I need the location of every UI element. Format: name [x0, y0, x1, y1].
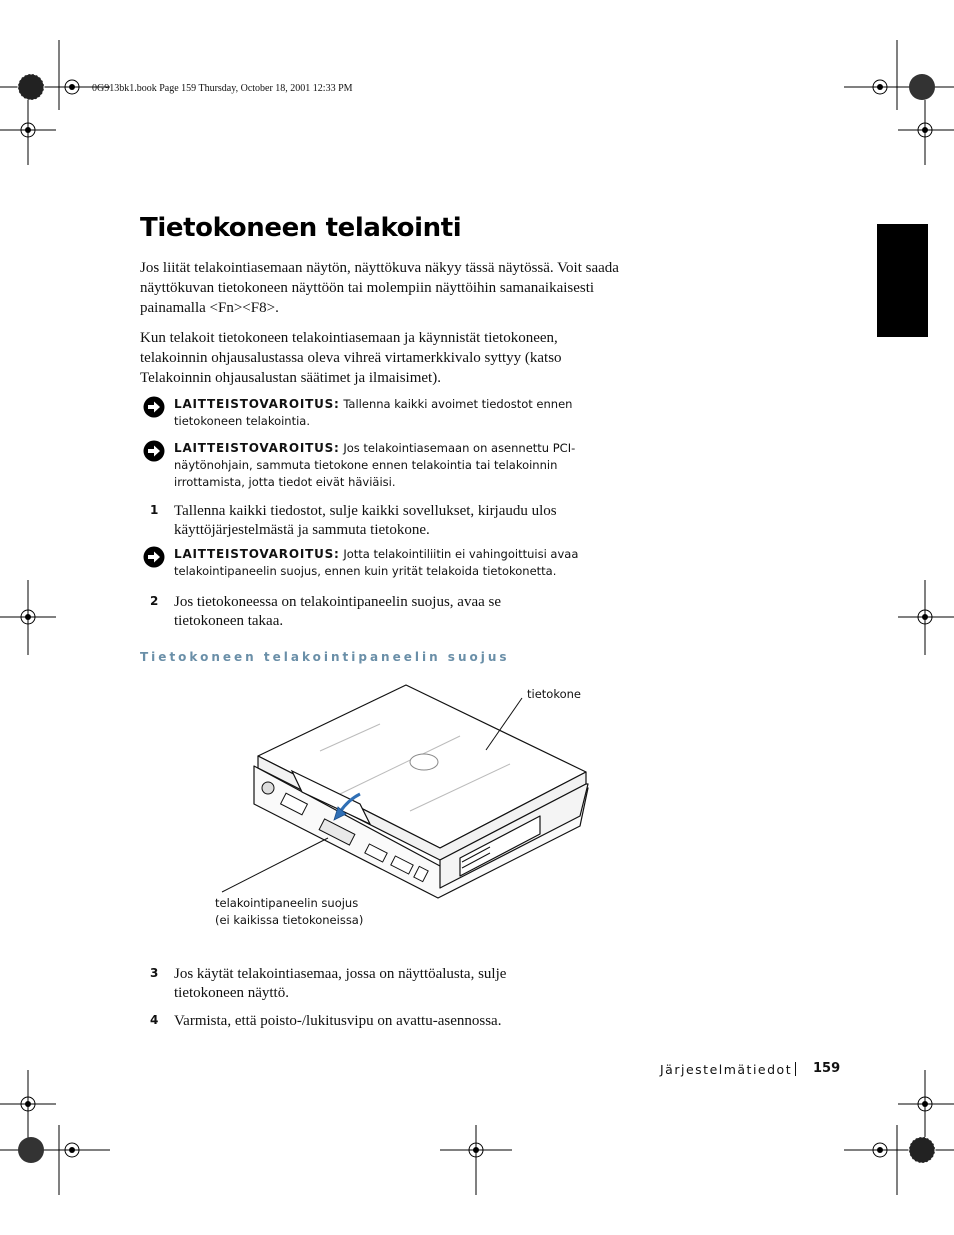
page-title: Tietokoneen telakointi [140, 213, 462, 243]
step-number: 3 [150, 966, 159, 980]
step-item [150, 965, 570, 1003]
step-item [150, 593, 570, 631]
paragraph-docking: Kun telakoit tietokoneen telakointiasemaan ja käynnistät tietokoneen, telakoinnin ohjausalustassa oleva vihreä virtamerkkivalo syttyy (katso Telakoinnin ohjausalustan säätimet ja ilmaisimet). [140, 330, 562, 386]
step-number: 1 [150, 503, 159, 517]
hardware-notice [143, 546, 603, 580]
step-text: Tallenna kaikki tiedostot, sulje kaikki sovellukset, kirjaudu ulos käyttöjärjestelmästä ja sammuta tietokone. [174, 503, 557, 538]
callout-cover-line2: (ei kaikissa tietokoneissa) [215, 913, 364, 927]
footer-section-title: Järjestelmätiedot [660, 1062, 793, 1077]
notice-text: Jos telakointiasemaan on asennettu PCI-näytönohjain, sammuta tietokone ennen telakointia tai telakoinnin irrottamista, jotta tiedot eivät häviäisi. [174, 441, 576, 489]
step-number: 2 [150, 594, 159, 608]
notice-arrow-icon [143, 440, 165, 462]
hardware-notice [143, 396, 603, 430]
step-item [150, 502, 570, 540]
figure-laptop-rear [210, 676, 620, 936]
notice-label: LAITTEISTOVAROITUS: [174, 397, 340, 411]
language-side-tab [877, 224, 928, 337]
notice-label: LAITTEISTOVAROITUS: [174, 547, 340, 561]
callout-computer: tietokone [527, 687, 581, 701]
notice-text: Tallenna kaikki avoimet tiedostot ennen tietokoneen telakointia. [174, 397, 573, 428]
step-text: Varmista, että poisto-/lukitusvipu on avattu-asennossa. [174, 1013, 502, 1029]
figure-caption: Tietokoneen telakointipaneelin suojus [140, 650, 510, 664]
callout-cover-line1: telakointipaneelin suojus [215, 896, 359, 910]
logo-badge [410, 754, 438, 770]
footer-divider [795, 1062, 796, 1076]
step-text: Jos tietokoneessa on telakointipaneelin suojus, avaa se tietokoneen takaa. [174, 594, 502, 629]
step-text: Jos käytät telakointiasemaa, jossa on näyttöalusta, sulje tietokoneen näyttö. [174, 966, 507, 1001]
print-slug: 0G913bk1.book Page 159 Thursday, October 18, 2001 12:33 PM [92, 83, 353, 94]
notice-text: Jotta telakointiliitin ei vahingoittuisi avaa telakointipaneelin suojus, ennen kuin yrität telakoida tietokonetta. [174, 547, 579, 578]
step-item [150, 1012, 570, 1031]
step-number: 4 [150, 1013, 159, 1027]
hardware-notice [143, 440, 603, 491]
paragraph-intro: Jos liität telakointiasemaan näytön, näyttökuva näkyy tässä näytössä. Voit saada näyttökuvan tietokoneen näyttöön tai molempiin näyttöihin samanaikaisesti painamalla <Fn><F8>. [140, 260, 619, 316]
page-number: 159 [813, 1061, 841, 1076]
notice-arrow-icon [143, 546, 165, 568]
notice-label: LAITTEISTOVAROITUS: [174, 441, 340, 455]
notice-arrow-icon [143, 396, 165, 418]
